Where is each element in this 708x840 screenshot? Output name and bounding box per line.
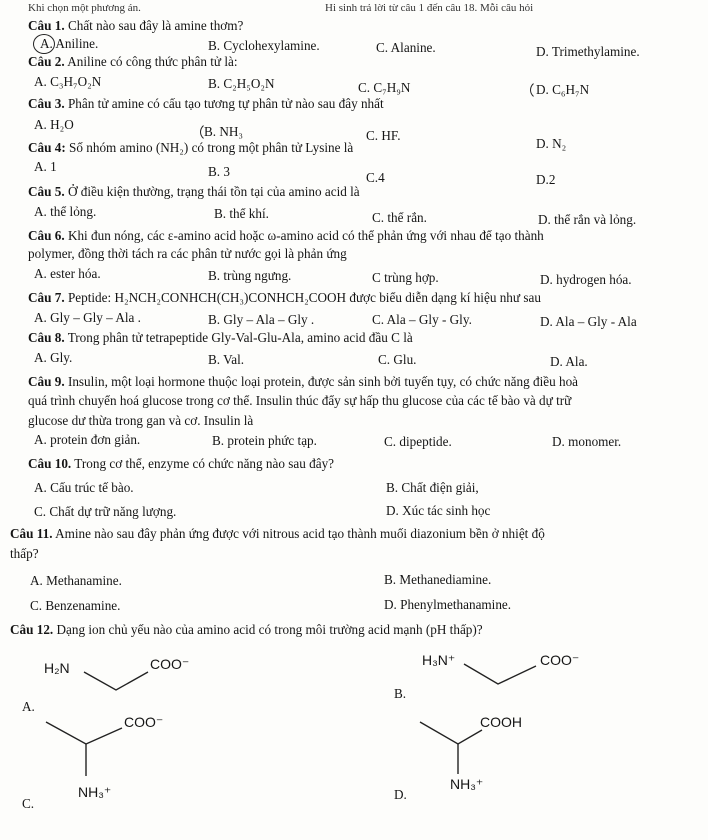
q11-option-b[interactable]: B. Methanediamine.	[384, 572, 492, 587]
q8-option-d[interactable]: D. Ala.	[550, 354, 588, 369]
q8-option-a[interactable]: A. Gly.	[34, 350, 73, 365]
struct-c-bonds	[46, 722, 136, 792]
q5-option-a[interactable]: A. thể lỏng.	[34, 204, 97, 219]
q9-option-a[interactable]: A. protein đơn giản.	[34, 432, 141, 447]
q3-option-d[interactable]: D. N₂	[536, 136, 567, 151]
question-6-cont: polymer, đồng thời tách ra các phân tử nước gọi là phản ứng	[28, 246, 347, 261]
struct-b-left: H₃N⁺	[422, 652, 456, 668]
question-5: Câu 5. Ở điều kiện thường, trạng thái tồn tại của amino acid là	[28, 184, 360, 199]
q6-option-d[interactable]: D. hydrogen hóa.	[540, 272, 632, 287]
question-12: Câu 12. Dạng ion chủ yếu nào của amino acid có trong môi trường acid mạnh (pH thấp)?	[10, 622, 483, 637]
question-3: Câu 3. Phân tử amine có cấu tạo tương tự phân tử nào sau đây nhất	[28, 96, 384, 111]
q7-option-a[interactable]: A. Gly – Gly – Ala .	[34, 310, 141, 325]
struct-d-top: COOH	[480, 714, 522, 730]
question-9: Câu 9. Insulin, một loại hormone thuộc loại protein, được sản sinh bởi tuyến tụy, có chức năng điều hoà	[28, 374, 579, 389]
question-9-cont2: glucose dư thừa trong gan và cơ. Insulin là	[28, 413, 254, 428]
struct-b-bonds	[458, 660, 548, 690]
q10-option-a[interactable]: A. Cấu trúc tế bào.	[34, 480, 134, 495]
q5-option-b[interactable]: B. thể khí.	[214, 206, 269, 221]
question-7: Câu 7. Peptide: H₂NCH₂CONHCH(CH₃)CONHCH₂COOH được biểu diễn dạng kí hiệu như sau	[28, 290, 541, 305]
q6-option-b[interactable]: B. trùng ngưng.	[208, 268, 292, 283]
q1-option-c[interactable]: C. Alanine.	[376, 40, 436, 55]
question-1: Câu 1. Chất nào sau đây là amine thơm?	[28, 18, 244, 33]
question-6: Câu 6. Khi đun nóng, các ε-amino acid hoặc ω-amino acid có thể phản ứng với nhau để tạo thành	[28, 228, 544, 243]
q4-option-c[interactable]: C.4	[366, 170, 385, 185]
q10-option-c[interactable]: C. Chất dự trữ năng lượng.	[34, 504, 177, 519]
q9-option-d[interactable]: D. monomer.	[552, 434, 622, 449]
q9-option-b[interactable]: B. protein phức tạp.	[212, 433, 317, 448]
q8-option-c[interactable]: C. Glu.	[378, 352, 417, 367]
q2-option-c[interactable]: C. C₇H₉N	[358, 80, 411, 95]
question-4: Câu 4: Số nhóm amino (NH₂) có trong một phân tử Lysine là	[28, 140, 354, 155]
q1-option-a[interactable]: A. Aniline.	[40, 36, 99, 51]
struct-c-bottom: NH₃⁺	[78, 784, 112, 800]
struct-a-left: H₂N	[44, 660, 70, 676]
q10-option-d[interactable]: D. Xúc tác sinh học	[386, 503, 491, 518]
q11-option-d[interactable]: D. Phenylmethanamine.	[384, 597, 512, 612]
q4-option-a[interactable]: A. 1	[34, 159, 57, 174]
question-2: Câu 2. Aniline có công thức phân tử là:	[28, 54, 238, 69]
q12-option-a[interactable]: A.	[22, 699, 35, 714]
question-10: Câu 10. Trong cơ thể, enzyme có chức năng nào sau đây?	[28, 456, 335, 471]
answer-mark	[200, 122, 224, 142]
question-11: Câu 11. Amine nào sau đây phản ứng được với nitrous acid tạo thành muối diazonium bền ở nhiệt độ	[10, 526, 545, 541]
q5-option-c[interactable]: C. thể rắn.	[372, 210, 427, 225]
q1-option-d[interactable]: D. Trimethylamine.	[536, 44, 640, 59]
q7-option-d[interactable]: D. Ala – Gly - Ala	[540, 314, 637, 329]
struct-a-right: COO⁻	[150, 656, 190, 672]
q2-option-d[interactable]: D. C₆H₇N	[536, 82, 590, 97]
answer-mark	[530, 80, 554, 100]
struct-a-bonds	[78, 666, 158, 696]
struct-b-right: COO⁻	[540, 652, 580, 668]
q3-option-c[interactable]: C. HF.	[366, 128, 401, 143]
q11-option-c[interactable]: C. Benzenamine.	[30, 598, 121, 613]
question-8: Câu 8. Trong phân tử tetrapeptide Gly-Val-Glu-Ala, amino acid đầu C là	[28, 330, 413, 345]
question-9-cont: quá trình chuyển hoá glucose trong cơ thể. Insulin thúc đẩy sự hấp thu glucose của các tế bào và dự trữ	[28, 393, 572, 408]
q7-option-c[interactable]: C. Ala – Gly - Gly.	[372, 312, 472, 327]
q10-option-b[interactable]: B. Chất điện giải,	[386, 480, 479, 495]
header-left: Khi chọn một phương án.	[28, 2, 141, 14]
q2-option-a[interactable]: A. C₃H₇O₂N	[34, 74, 102, 89]
q12-option-b[interactable]: B.	[394, 686, 407, 701]
struct-c-top: COO⁻	[124, 714, 164, 730]
q6-option-a[interactable]: A. ester hóa.	[34, 266, 101, 281]
q11-option-a[interactable]: A. Methanamine.	[30, 573, 122, 588]
q1-option-b[interactable]: B. Cyclohexylamine.	[208, 38, 320, 53]
q7-option-b[interactable]: B. Gly – Ala – Gly .	[208, 312, 315, 327]
q5-option-d[interactable]: D. thể rắn và lỏng.	[538, 212, 637, 227]
answer-mark	[33, 34, 55, 54]
struct-d-bottom: NH₃⁺	[450, 776, 484, 792]
q6-option-c[interactable]: C trùng hợp.	[372, 270, 439, 285]
q12-option-c[interactable]: C.	[22, 796, 35, 811]
q2-option-b[interactable]: B. C₂H₅O₂N	[208, 76, 275, 91]
q3-option-a[interactable]: A. H₂O	[34, 117, 74, 132]
q4-option-d[interactable]: D.2	[536, 172, 556, 187]
q8-option-b[interactable]: B. Val.	[208, 352, 245, 367]
question-11-cont: thấp?	[10, 546, 39, 561]
q12-option-d[interactable]: D.	[394, 787, 407, 802]
header-right: Hi sinh trả lời từ câu 1 đến câu 18. Mỗi câu hỏi	[325, 2, 534, 14]
q4-option-b[interactable]: B. 3	[208, 164, 230, 179]
q3-option-b[interactable]: B. NH₃	[204, 124, 244, 139]
q9-option-c[interactable]: C. dipeptide.	[384, 434, 452, 449]
